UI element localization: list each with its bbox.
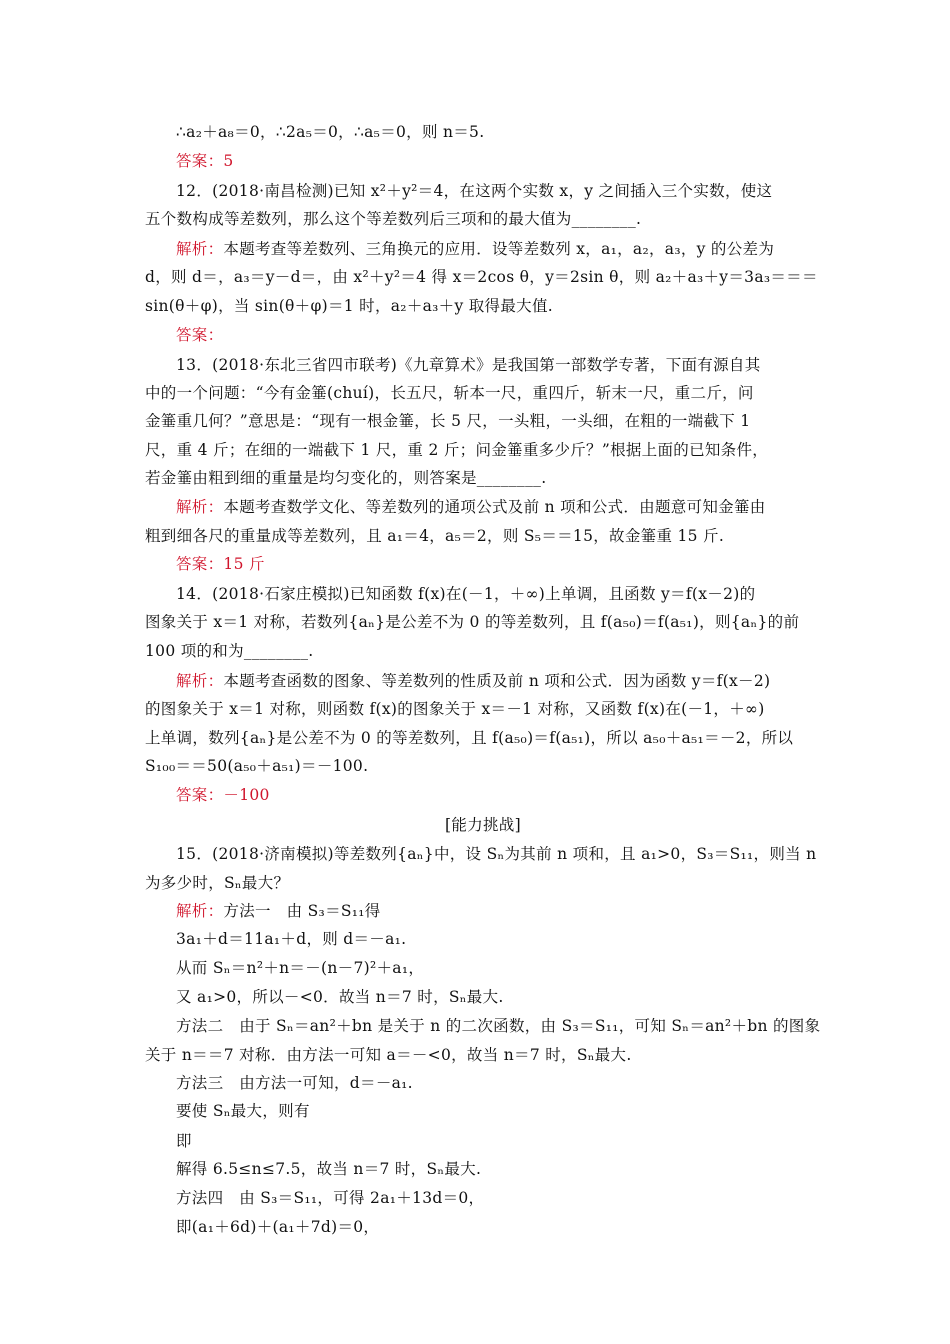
text-line: 3a₁＋d＝11a₁＋d，则 d＝－a₁. bbox=[176, 930, 407, 948]
analysis-text: 方法一 由 S₃＝S₁₁得 bbox=[223, 902, 381, 920]
text-line: 又 a₁>0，所以－<0．故当 n＝7 时，Sₙ最大. bbox=[176, 988, 504, 1006]
text-line: 从而 Sₙ＝n²＋n＝－(n－7)²＋a₁， bbox=[176, 959, 425, 977]
text-line: 粗到细各尺的重量成等差数列，且 a₁＝4，a₅＝2，则 S₅＝＝15，故金箠重 15 斤. bbox=[145, 527, 725, 545]
text-line: 100 项的和为________. bbox=[145, 642, 314, 660]
analysis-text: 本题考查数学文化、等差数列的通项公式及前 n 项和公式．由题意可知金箠由 bbox=[223, 498, 766, 516]
analysis-text: 本题考查函数的图象、等差数列的性质及前 n 项和公式．因为函数 y＝f(x－2) bbox=[223, 672, 771, 690]
answer-line bbox=[176, 325, 816, 345]
analysis-text: 本题考查等差数列、三角换元的应用．设等差数列 x，a₁，a₂，a₃，y 的公差为 bbox=[223, 240, 775, 258]
answer-value: 15 斤 bbox=[223, 555, 265, 573]
analysis-label: 解析： bbox=[176, 672, 224, 690]
answer-label: 答案： bbox=[176, 326, 224, 344]
analysis-line bbox=[176, 671, 816, 691]
answer-line bbox=[176, 151, 816, 171]
text-line: 关于 n＝＝7 对称．由方法一可知 a＝－<0，故当 n＝7 时，Sₙ最大. bbox=[145, 1046, 632, 1064]
analysis-line bbox=[176, 239, 816, 259]
section-heading: [能力挑战] bbox=[445, 816, 521, 834]
text-line: 金箠重几何？”意思是：“现有一根金箠，长 5 尺，一头粗，一头细，在粗的一端截下 1 bbox=[145, 412, 751, 430]
analysis-line bbox=[176, 497, 816, 517]
text-line: S₁₀₀＝＝50(a₅₀＋a₅₁)＝－100. bbox=[145, 757, 369, 775]
answer-value: －100 bbox=[223, 786, 270, 804]
text-line: 13．(2018·东北三省四市联考)《九章算术》是我国第一部数学专著，下面有源自其 bbox=[176, 356, 761, 374]
text-line: 上单调，数列{aₙ}是公差不为 0 的等差数列，且 f(a₅₀)＝f(a₅₁)，所以 a₅₀＋a₅₁＝－2，所以 bbox=[145, 729, 794, 747]
text-line: 要使 Sₙ最大，则有 bbox=[176, 1102, 310, 1120]
analysis-label: 解析： bbox=[176, 498, 224, 516]
analysis-label: 解析： bbox=[176, 240, 224, 258]
answer-label: 答案： bbox=[176, 786, 224, 804]
analysis-line bbox=[176, 901, 816, 921]
text-line: d，则 d＝，a₃＝y－d＝，由 x²＋y²＝4 得 x＝2cos θ，y＝2sin θ，则 a₂＋a₃＋y＝3a₃＝＝＝ bbox=[145, 268, 818, 286]
text-line: 15．(2018·济南模拟)等差数列{aₙ}中，设 Sₙ为其前 n 项和，且 a₁>0，S₃＝S₁₁，则当 n bbox=[176, 845, 817, 863]
answer-label: 答案： bbox=[176, 152, 224, 170]
text-line: 的图象关于 x＝1 对称，则函数 f(x)的图象关于 x＝－1 对称，又函数 f(x)在(－1，＋∞) bbox=[145, 700, 765, 718]
text-line: 方法二 由于 Sₙ＝an²＋bn 是关于 n 的二次函数，由 S₃＝S₁₁，可知 Sₙ＝an²＋bn 的图象 bbox=[176, 1017, 821, 1035]
answer-line bbox=[176, 554, 816, 574]
text-line: 中的一个问题：“今有金箠(chuí)，长五尺，斩本一尺，重四斤，斩末一尺，重二斤，问 bbox=[145, 384, 754, 402]
text-line: 即 bbox=[176, 1132, 192, 1150]
text-line: ∴a₂＋a₈＝0，∴2a₅＝0，∴a₅＝0，则 n＝5. bbox=[176, 123, 485, 141]
text-line: sin(θ＋φ)，当 sin(θ＋φ)＝1 时，a₂＋a₃＋y 取得最大值. bbox=[145, 297, 553, 315]
text-line: 14．(2018·石家庄模拟)已知函数 f(x)在(－1，＋∞)上单调，且函数 y＝f(x－2)的 bbox=[176, 585, 756, 603]
text-line: 方法四 由 S₃＝S₁₁，可得 2a₁＋13d＝0， bbox=[176, 1189, 485, 1207]
text-line: 五个数构成等差数列，那么这个等差数列后三项和的最大值为________. bbox=[145, 210, 642, 228]
analysis-label: 解析： bbox=[176, 902, 224, 920]
text-line: 即(a₁＋6d)＋(a₁＋7d)＝0， bbox=[176, 1218, 380, 1236]
answer-line bbox=[176, 785, 816, 805]
text-line: 若金箠由粗到细的重量是均匀变化的，则答案是________. bbox=[145, 469, 547, 487]
text-line: 尺，重 4 斤；在细的一端截下 1 尺，重 2 斤；问金箠重多少斤？”根据上面的已知条件， bbox=[145, 441, 769, 459]
text-line: 方法三 由方法一可知，d＝－a₁. bbox=[176, 1074, 413, 1092]
text-line: 为多少时，Sₙ最大？ bbox=[145, 874, 290, 892]
answer-value: 5 bbox=[223, 152, 234, 170]
text-line: 12．(2018·南昌检测)已知 x²＋y²＝4，在这两个实数 x，y 之间插入三个实数，使这 bbox=[176, 182, 773, 200]
text-line: 图象关于 x＝1 对称，若数列{aₙ}是公差不为 0 的等差数列，且 f(a₅₀)＝f(a₅₁)，则{aₙ}的前 bbox=[145, 613, 800, 631]
text-line: 解得 6.5≤n≤7.5，故当 n＝7 时，Sₙ最大. bbox=[176, 1160, 482, 1178]
answer-label: 答案： bbox=[176, 555, 224, 573]
